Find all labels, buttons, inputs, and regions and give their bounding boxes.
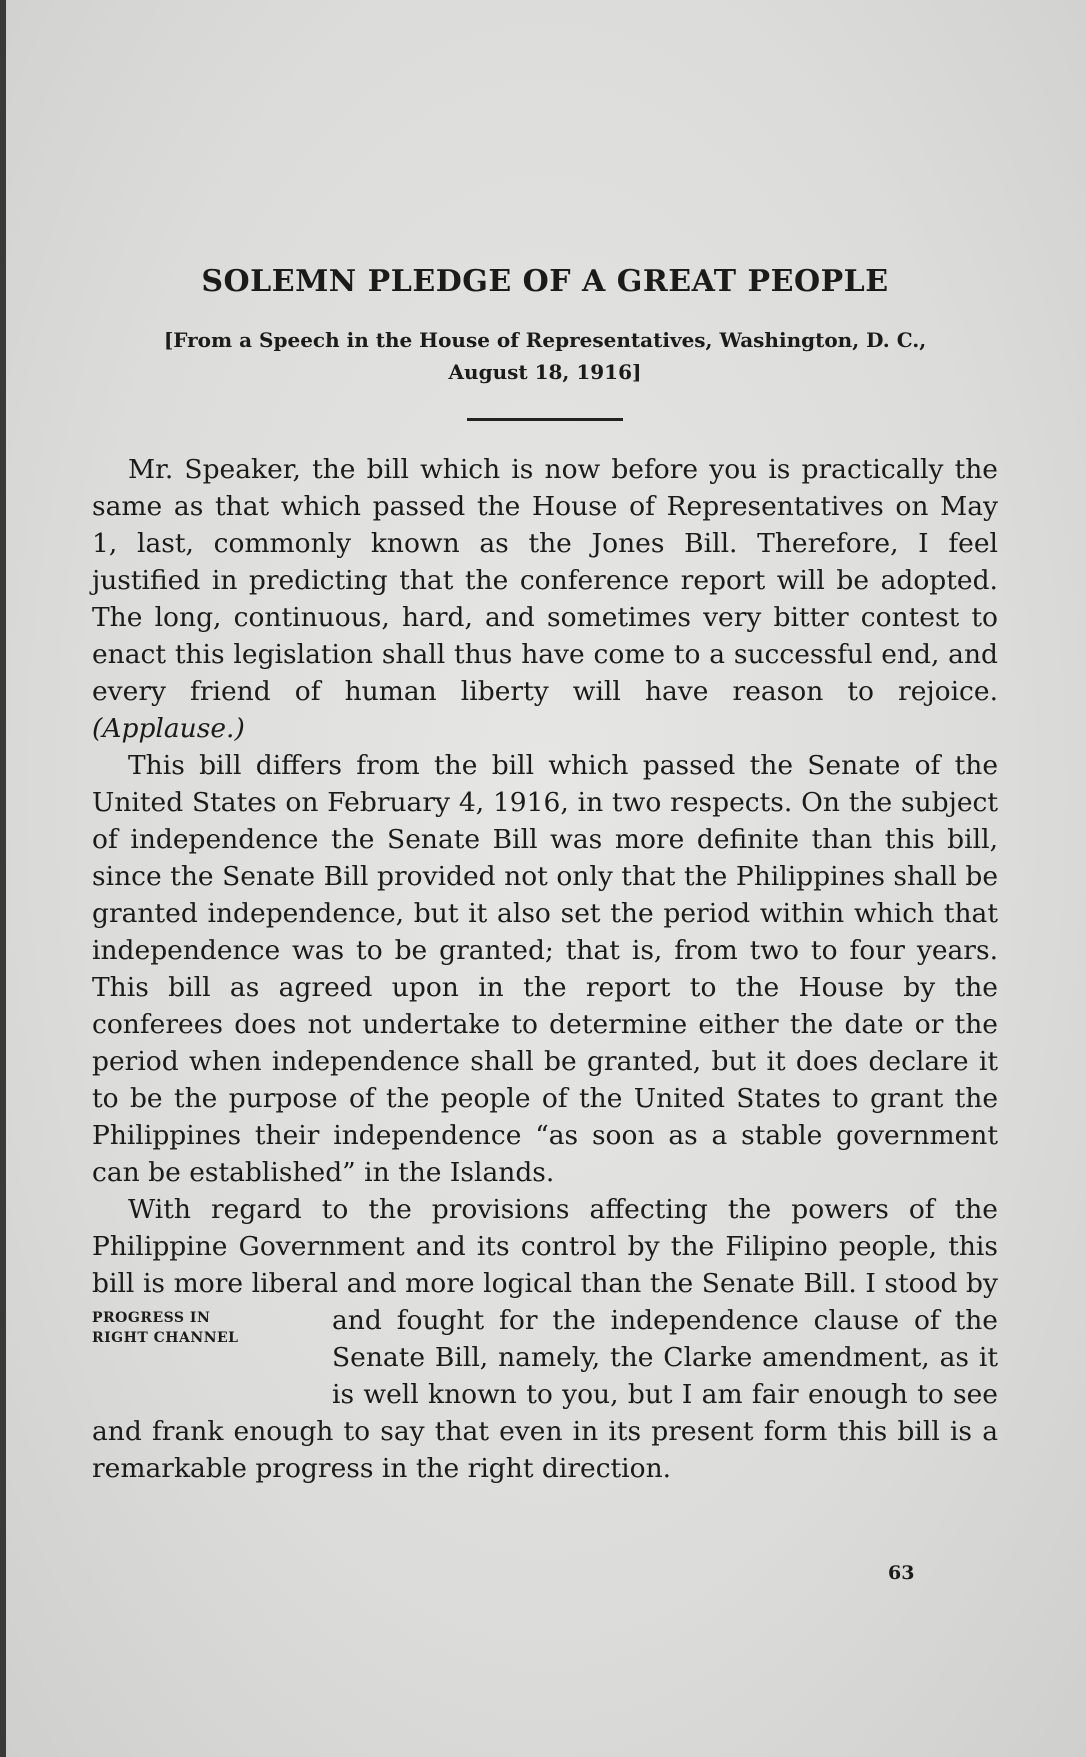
source-line-2: August 18, 1916] <box>448 360 642 384</box>
margin-sidenote <box>92 1308 318 1408</box>
paragraph-1 <box>92 451 998 747</box>
paragraph-1-text: Mr. Speaker, the bill which is now before you is practically the same as that which passed the House of Representatives on May 1, last, commonly known as the Jones Bill. Therefore, I feel justified in predicting that the conference report will be adopted. The long, continuous, hard, and sometimes very bitter contest to enact this legislation shall thus have come to a successful end, and every friend of human liberty will have reason to rejoice. <box>92 454 998 707</box>
title-divider <box>467 418 623 421</box>
speech-source <box>92 324 998 388</box>
page-title: SOLEMN PLEDGE OF A GREAT PEOPLE <box>201 264 889 299</box>
paragraph-3 <box>92 1191 998 1487</box>
sidenote-line-1: PROGRESS IN <box>92 1310 211 1326</box>
applause-note: (Applause.) <box>92 713 245 744</box>
page-content <box>92 262 998 1487</box>
paragraph-3-part-1: With regard to the provisions affecting the powers of the Philippine Government and its control by the Filipino people, this bill is more liberal and more logical than the Senate Bill. <box>92 1194 998 1299</box>
source-line-1: [From a Speech in the House of Representatives, Washington, D. C., <box>163 328 927 352</box>
sidenote-line-2: RIGHT CHANNEL <box>92 1330 239 1346</box>
paragraph-2: This bill differs from the bill which passed the Senate of the United States on February 4, 1916, in two respects. On the subject of independence the Senate Bill was more definite than this bill, since the Senate Bill provided not only that the Philippines shall be granted independence, but it also set the period within which that independence was to be granted; that is, from two to four years. This bill as agreed upon in the report to the House by the conferees does not undertake to determine either the date or the period when independence shall be granted, but it does declare it to be the purpose of the people of the United States to grant the Philippines their independence “as soon as a stable government can be established” in the Islands. <box>92 750 998 1188</box>
page-number: 63 <box>888 1562 915 1584</box>
paragraph-3-part-2: I stood by and fought for the independence clause of the Senate Bill, namely, the Clarke amendment, as it is well known to you, but I am fair enough to see and frank enough to say that even in its present form this bill is a remarkable progress in the right direction. <box>92 1268 998 1484</box>
